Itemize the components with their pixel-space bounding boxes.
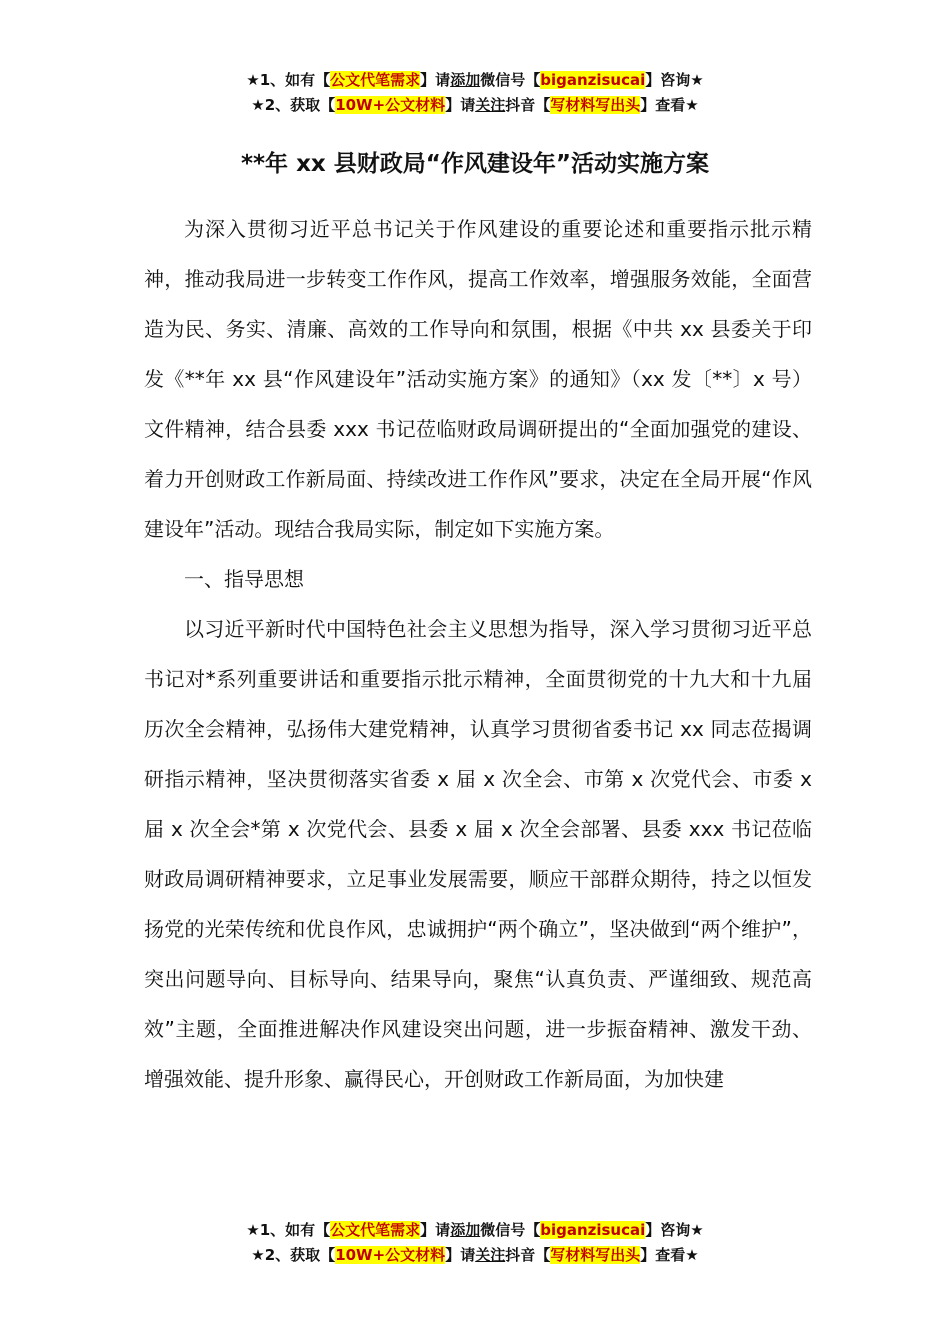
- section-heading: 一、指导思想: [184, 567, 304, 591]
- banner-highlight: biganzisucai: [540, 71, 646, 89]
- banner-text: ★2、获取【: [251, 96, 336, 114]
- document-body: [144, 204, 812, 1104]
- banner-line-2: [0, 1243, 950, 1268]
- banner-text: 抖音【: [505, 1246, 551, 1264]
- banner-text: 微信号【: [480, 1221, 541, 1239]
- paragraph-guiding-thought: 以习近平新时代中国特色社会主义思想为指导，深入学习贯彻习近平总书记对*系列重要讲话和重要指示批示精神，全面贯彻党的十九大和十九届历次全会精神，弘扬伟大建党精神，认真学习贯彻省委书记 xx 同志莅揭调研指示精神，坚决贯彻落实省委 x 届 x 次全会、市第 x 次党代会、市委 x 届 x 次全会*第 x 次党代会、县委 x 届 x 次全会部署、县委 xxx 书记莅临财政局调研精神要求，立足事业发展需要，顺应干部群众期待，持之以恒发扬党的光荣传统和优良作风，忠诚拥护“两个确立”，坚决做到“两个维护”，突出问题导向、目标导向、结果导向，聚焦“认真负责、严谨细致、规范高效”主题，全面推进解决作风建设突出问题，进一步振奋精神、激发干劲、增强效能、提升形象、赢得民心，开创财政工作新局面，为加快建: [144, 617, 812, 1091]
- banner-highlight: 公文代笔需求: [330, 1221, 421, 1239]
- banner-text: 抖音【: [505, 96, 551, 114]
- banner-underlined-text: 添加: [450, 71, 481, 89]
- footer-banner: [0, 1218, 950, 1268]
- banner-text: ★1、如有【: [246, 71, 331, 89]
- banner-line-1: [0, 68, 950, 93]
- banner-underlined-text: 关注: [475, 1246, 506, 1264]
- banner-line-1: [0, 1218, 950, 1243]
- document-title: **年 xx 县财政局“作风建设年”活动实施方案: [241, 151, 709, 177]
- banner-text: 】查看★: [640, 96, 699, 114]
- banner-underlined-text: 关注: [475, 96, 506, 114]
- banner-line-2: [0, 93, 950, 118]
- paragraph-intro: 为深入贯彻习近平总书记关于作风建设的重要论述和重要指示批示精神，推动我局进一步转变工作作风，提高工作效率，增强服务效能，全面营造为民、务实、清廉、高效的工作导向和氛围，根据《中共 xx 县委关于印发《**年 xx 县“作风建设年”活动实施方案》的通知》（xx 发〔**〕x 号）文件精神，结合县委 xxx 书记莅临财政局调研提出的“全面加强党的建设、着力开创财政工作新局面、持续改进工作作风”要求，决定在全局开展“作风建设年”活动。现结合我局实际，制定如下实施方案。: [144, 217, 812, 541]
- banner-text: 】咨询★: [645, 1221, 704, 1239]
- banner-highlight: 10W+公文材料: [335, 1246, 446, 1264]
- banner-highlight: 10W+公文材料: [335, 96, 446, 114]
- banner-highlight: 写材料写出头: [550, 96, 641, 114]
- banner-highlight: 公文代笔需求: [330, 71, 421, 89]
- banner-text: 】咨询★: [645, 71, 704, 89]
- banner-underlined-text: 添加: [450, 1221, 481, 1239]
- banner-text: 】查看★: [640, 1246, 699, 1264]
- banner-highlight: biganzisucai: [540, 1221, 646, 1239]
- banner-highlight: 写材料写出头: [550, 1246, 641, 1264]
- banner-text: ★2、获取【: [251, 1246, 336, 1264]
- banner-text: 】请: [445, 1246, 476, 1264]
- banner-text: 】请: [420, 1221, 451, 1239]
- header-banner: [0, 68, 950, 118]
- banner-text: 】请: [445, 96, 476, 114]
- banner-text: ★1、如有【: [246, 1221, 331, 1239]
- banner-text: 】请: [420, 71, 451, 89]
- banner-text: 微信号【: [480, 71, 541, 89]
